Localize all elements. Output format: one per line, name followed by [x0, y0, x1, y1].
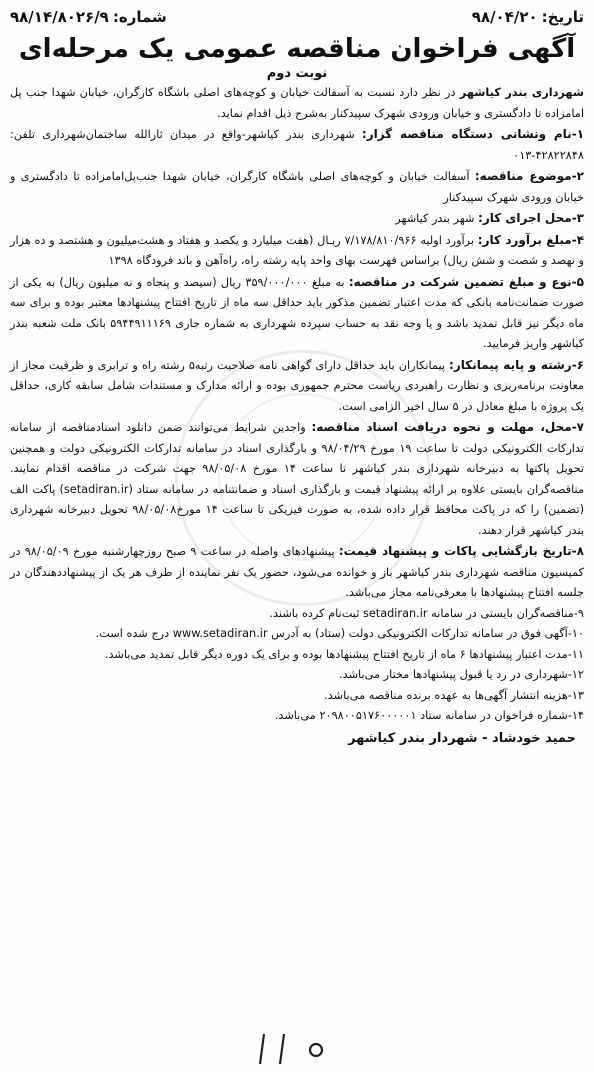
clause-item — [10, 166, 584, 208]
number-block — [10, 8, 167, 26]
intro-org: شهرداری بندر کیاشهر — [459, 86, 584, 99]
clause-text: به مبلغ ۳۵۹/۰۰۰/۰۰۰ ریال (سیصد و پنجاه و نه میلیون ریال) به یکی از صورت ضمانت‌نامه بانکی که مدت اعتبار تضمین مذکور باید حداقل سه ماه از تاریخ افتتاح پیشنهادها معتبر بوده و برای سه ماه دیگر نیز قابل تمدید باشد و یا وجه نقد به حساب سپرده شهرداری به شماره جاری ۵۹۴۴۹۱۱۱۶۹ بانک ملت شعبه بندر کیاشهر واریز فرمایید. — [10, 275, 584, 350]
clause-text: ۱۴-شماره فراخوان در سامانه ستاد ۲۰۹۸۰۰۵۱۷۶۰۰۰۰۰۱ می‌باشد. — [274, 709, 584, 722]
clause-item — [10, 541, 584, 604]
notice-title: آگهی فراخوان مناقصه عمومی یک مرحله‌ای — [18, 34, 576, 64]
handwritten-number-mark — [250, 1028, 340, 1068]
notice-subtitle: نوبت دوم — [266, 66, 328, 81]
clause-item — [10, 124, 584, 166]
clause-text: ۱۳-هزینه انتشار آگهی‌ها به عهده برنده مناقصه می‌باشد. — [324, 688, 584, 702]
clause-text: ۱۲-شهرداری در رد یا قبول پیشنهادها مختار می‌باشد. — [339, 668, 584, 681]
signature: حمید خودشاد - شهردار بندر کیاشهر — [348, 730, 576, 746]
date-label: تاریخ: — [541, 8, 584, 26]
clause-text: پیمانکاران باید حداقل دارای گواهی نامه صلاحیت رتبه۵ رشته راه و ترابری و ظرفیت مجاز از معاونت برنامه‌ریزی و نظارت راهبردی ریاست محترم جمهوری بوده و ارائه مدارک و مستندات شامل سابقه کاری، حداقل یک پروژه با مبلغ معادل در ۵ سال اخیر الزامی است. — [10, 358, 584, 413]
clause-item — [10, 230, 584, 272]
notice-body — [10, 83, 584, 727]
date-block — [472, 8, 584, 26]
clause-text: شهر بندر کیاشهر — [395, 212, 479, 225]
number-value: ۹۸/۱۴/۸۰۲۶/۹ — [10, 8, 109, 26]
clause-label: ۵-نوع و مبلغ تضمین شرکت در مناقصه: — [348, 274, 584, 289]
number-label: شماره: — [112, 8, 167, 26]
intro-text: در نظر دارد نسبت به آسفالت خیابان و کوچه‌های اصلی باشگاه کارگران، خیابان شهدا جنب پل امامزاده تا دادگستری و خیابان ورودی شهرک سپیدکنار به‌شرح ذیل اقدام نماید. — [10, 86, 584, 120]
intro-paragraph — [10, 83, 584, 124]
clause-label: ۲-موضوع مناقصه: — [474, 169, 584, 183]
clause-item — [10, 208, 584, 230]
clause-label: ۱-نام ونشانی دستگاه مناقصه گزار: — [361, 127, 585, 141]
clause-item — [10, 645, 584, 666]
clause-item — [10, 604, 584, 625]
clause-label: ۷-محل، مهلت و نحوه دریافت اسناد مناقصه: — [311, 420, 584, 434]
clause-item — [10, 355, 584, 418]
clause-text: پیشنهادهای واصله در ساعت ۹ صبح روزچهارشنبه مورخ ۹۸/۰۵/۰۹ در کمیسیون مناقصه شهرداری بندر کیاشهر باز و خوانده می‌شود، حضور یک نفر نماینده از طرف هر یک از پیشنهاددهندگان در جلسه افتتاح پیشنهادها با معرفی‌نامه مجاز می‌باشد. — [10, 545, 584, 599]
date-value: ۹۸/۰۴/۲۰ — [471, 8, 538, 26]
clause-item — [10, 706, 584, 727]
clause-label: ۴-مبلغ برآورد کار: — [477, 232, 585, 247]
clause-item — [10, 272, 584, 355]
clause-text: ۱۱-مدت اعتبار پیشنهادها ۶ ماه از تاریخ افتتاح پیشنهادها بوده و برای یک دوره دیگر قابل تمدید می‌باشد. — [104, 647, 584, 661]
clause-text: شهرداری بندر کیاشهر-واقع در میدان ثارالله ساختمان‌شهرداری تلفن: ۴۲۸۲۲۸۴۸-۰۱۳ — [10, 128, 584, 162]
clause-text: برآورد اولیه ۷/۱۷۸/۸۱۰/۹۶۶ ریـال (هفت میلیارد و یکصد و هفتاد و هشت‌میلیون و هشتصد و ده هزار و نهصد و شصت و شش ریال) براساس فهرست بهای واحد پایه رشته راه، راه‌آهن و باند فرودگاه ۱۳۹۸ — [10, 233, 584, 267]
clause-item — [10, 686, 584, 707]
clause-label: ۶-رشته و پایه پیمانکار: — [449, 357, 585, 372]
document-header — [10, 4, 584, 30]
clause-text: ۱۰-آگهی فوق در سامانه تدارکات الکترونیکی دولت (ستاد) به آدرس www.setadiran.ir درج شده است. — [95, 627, 584, 640]
clause-label: ۸-تاریخ بازگشایی پاکات و پیشنهاد قیمت: — [338, 544, 584, 558]
clause-text: واجدین شرایط می‌توانند ضمن دانلود اسنادمناقصه از سامانه تدارکات الکترونیکی دولت تا ساعت ۱۹ مورخ ۹۸/۰۴/۲۹ و بارگذاری اسناد در سامانه تدارکات الکترونیکی دولت و همچنین تحویل پاکتها به دبیرخانه شهرداری بندر کیاشهر تا ساعت ۱۴ مورخ ۹۸/۰۵/۰۸ جهت شرکت در مناقصه اقدام نمایند. مناقصه‌گران بایستی علاوه بر ارائه پیشنهاد قیمت و بارگذاری اسناد و ضمانتنامه در سامانه ستاد (setadiran.ir) پاکت الف (تضمین) را که در پاکت محافظ قرار داده شده، به صورت فیزیکی تا ساعت ۱۴ مورخ۹۸/۰۵/۰۸ تحویل دبیرخانه شهرداری بندر کیاشهر قرار دهند. — [10, 421, 585, 537]
clause-item — [10, 417, 584, 541]
clause-text: آسفالت خیابان و کوچه‌های اصلی باشگاه کارگران، خیابان شهدا جنب‌پل‌امامزاده تا دادگستری و خیابان ورودی شهرک سپیدکنار — [10, 170, 584, 204]
clause-item — [10, 624, 584, 645]
clause-label: ۳-محل اجرای کار: — [478, 211, 584, 225]
clause-list — [10, 124, 584, 727]
clause-item — [10, 665, 584, 686]
clause-text: ۹-مناقصه‌گران بایستی در سامانه setadiran.ir ثبت‌نام کرده باشند. — [269, 606, 584, 620]
